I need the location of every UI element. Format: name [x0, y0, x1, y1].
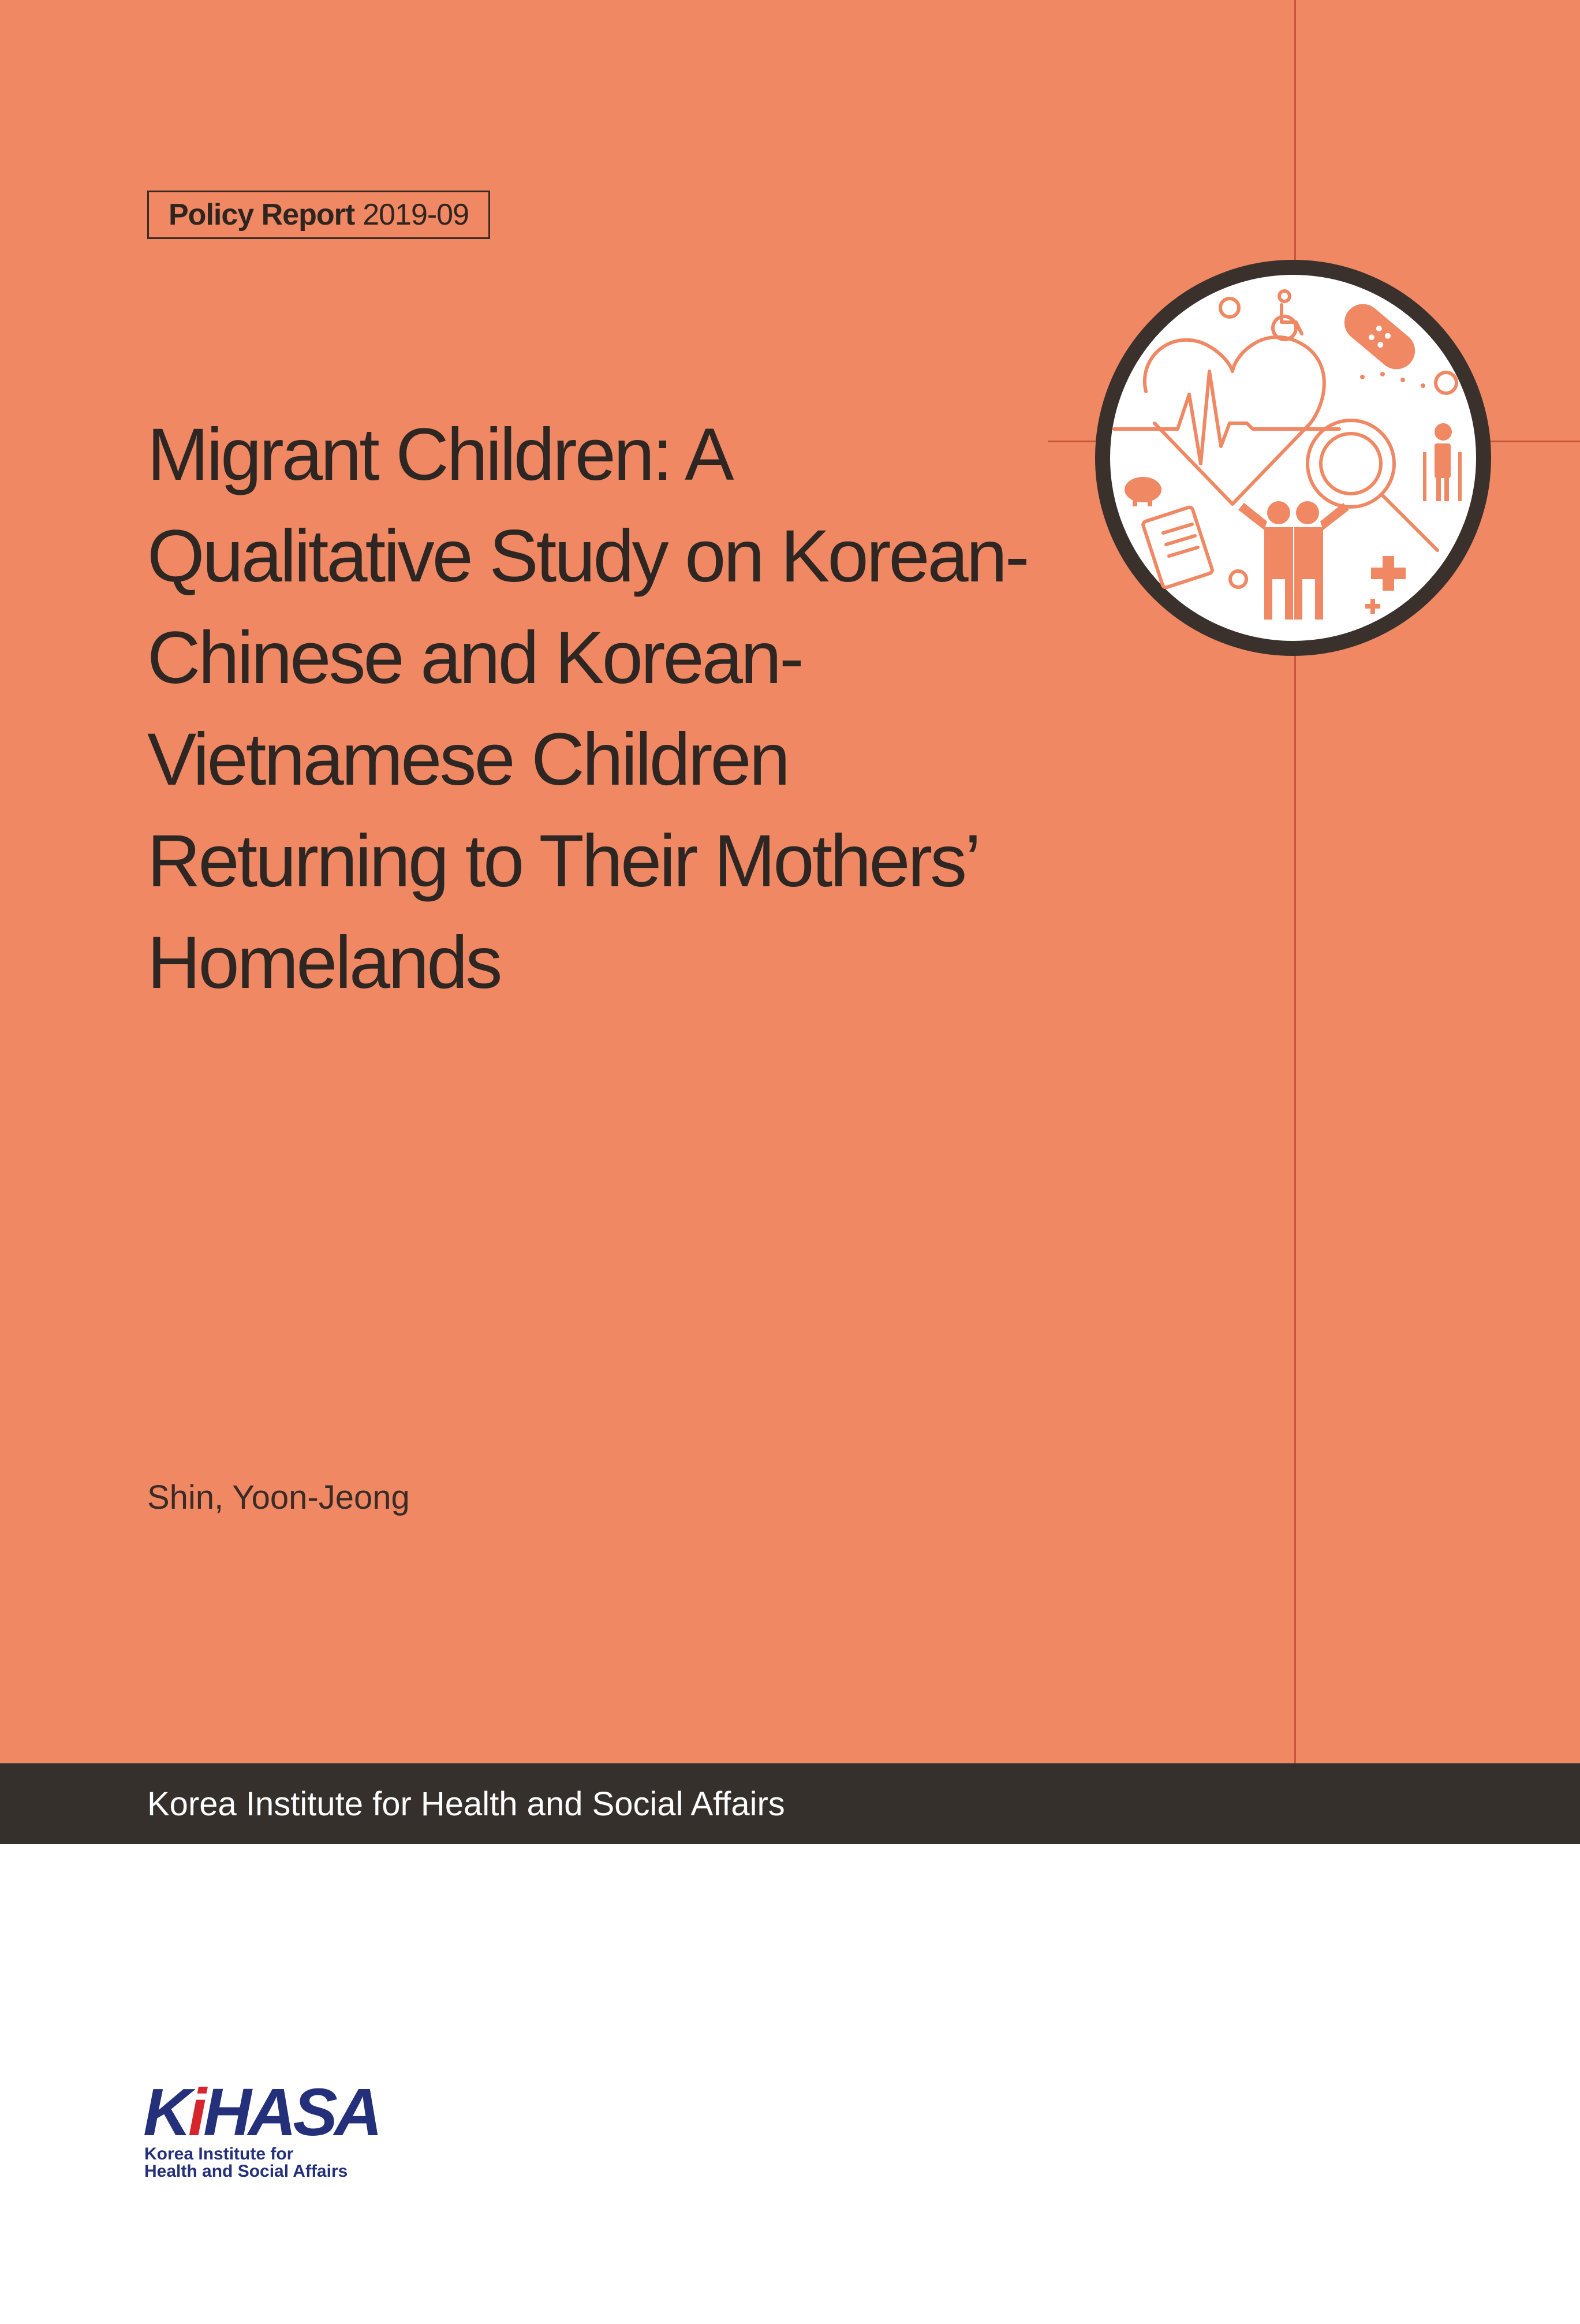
health-welfare-emblem	[1091, 256, 1495, 660]
author-name: Shin, Yoon-Jeong	[147, 1479, 410, 1516]
logo-mark-k: K	[143, 2075, 188, 2150]
publisher-name: Korea Institute for Health and Social Affairs	[147, 1785, 785, 1823]
logo-subtitle	[144, 2146, 348, 2180]
report-title: Migrant Children: A Qualitative Study on Korean-Chinese and Korean-Vietnamese Children Returning to Their Mothers’ Homelands	[147, 413, 1028, 1004]
kihasa-logo	[143, 2075, 397, 2181]
series-name: Policy Report	[169, 198, 355, 232]
publisher-band	[0, 1763, 1580, 1844]
series-number: 2019-09	[363, 198, 469, 232]
logo-mark-i: i	[188, 2075, 204, 2150]
logo-line-1: Korea Institute for	[144, 2144, 294, 2163]
logo-mark	[143, 2075, 379, 2150]
series-label	[147, 191, 490, 239]
logo-mark-hasa: HASA	[203, 2075, 379, 2150]
logo-line-2: Health and Social Affairs	[144, 2162, 348, 2181]
